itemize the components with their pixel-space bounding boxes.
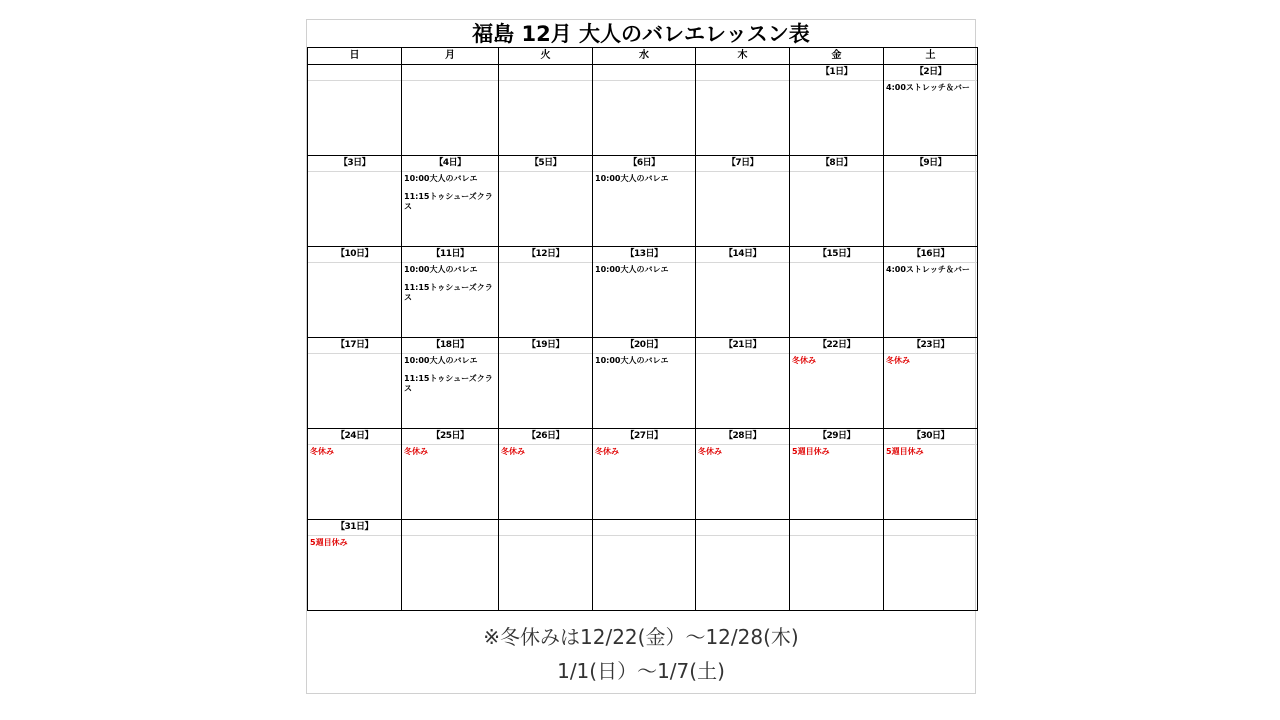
lesson-list	[593, 354, 695, 366]
holiday-label: 冬休み	[501, 447, 525, 456]
day-cell	[884, 520, 978, 611]
lesson-list	[696, 172, 789, 174]
weekday-header-row	[308, 48, 978, 65]
lesson-list	[884, 536, 977, 538]
calendar-body	[308, 65, 978, 611]
holiday-label: 冬休み	[310, 447, 334, 456]
day-number: 【23日】	[884, 338, 977, 354]
day-number: 【26日】	[499, 429, 592, 445]
day-number: 【15日】	[790, 247, 883, 263]
day-cell	[402, 65, 499, 156]
lesson-list	[696, 536, 789, 538]
lesson-entry: 11:15トゥシューズクラス	[404, 283, 493, 302]
day-number: 【28日】	[696, 429, 789, 445]
lesson-list	[593, 81, 695, 83]
lesson-list	[790, 536, 883, 538]
day-number	[696, 65, 789, 81]
holiday-note	[307, 620, 975, 688]
day-cell	[696, 156, 790, 247]
day-number: 【10日】	[308, 247, 401, 263]
day-cell	[696, 338, 790, 429]
day-cell	[790, 338, 884, 429]
day-number: 【13日】	[593, 247, 695, 263]
lesson-list	[308, 172, 401, 174]
lesson-list	[499, 536, 592, 538]
lesson-list	[499, 445, 592, 457]
day-number: 【21日】	[696, 338, 789, 354]
day-cell	[593, 429, 696, 520]
lesson-list	[499, 81, 592, 83]
weekday-tue: 火	[499, 48, 593, 65]
lesson-list	[308, 536, 401, 548]
day-number: 【2日】	[884, 65, 977, 81]
lesson-list	[593, 536, 695, 538]
day-number: 【12日】	[499, 247, 592, 263]
lesson-list	[402, 263, 498, 303]
day-number	[790, 520, 883, 536]
week-row	[308, 429, 978, 520]
lesson-entry: 10:00大人のバレエ	[595, 265, 669, 274]
week-row	[308, 338, 978, 429]
lesson-list	[790, 172, 883, 174]
day-cell	[593, 338, 696, 429]
day-number: 【31日】	[308, 520, 401, 536]
holiday-label: 5週目休み	[792, 447, 830, 456]
week-row	[308, 247, 978, 338]
calendar-grid	[307, 47, 978, 611]
day-number: 【4日】	[402, 156, 498, 172]
holiday-label: 冬休み	[404, 447, 428, 456]
calendar-sheet	[306, 19, 976, 694]
lesson-entry: 10:00大人のバレエ	[595, 356, 669, 365]
day-number	[402, 65, 498, 81]
day-number	[308, 65, 401, 81]
lesson-list	[499, 354, 592, 356]
day-cell	[884, 65, 978, 156]
lesson-list	[884, 354, 977, 366]
day-number: 【24日】	[308, 429, 401, 445]
day-cell	[790, 520, 884, 611]
lesson-list	[402, 536, 498, 538]
weekday-thu: 木	[696, 48, 790, 65]
day-cell	[790, 429, 884, 520]
day-number: 【11日】	[402, 247, 498, 263]
lesson-list	[884, 172, 977, 174]
day-cell	[308, 247, 402, 338]
day-number	[593, 520, 695, 536]
day-cell	[696, 520, 790, 611]
lesson-list	[790, 263, 883, 265]
day-number: 【14日】	[696, 247, 789, 263]
day-cell	[308, 429, 402, 520]
day-cell	[499, 429, 593, 520]
day-number	[884, 520, 977, 536]
day-number	[499, 520, 592, 536]
weekday-sun: 日	[308, 48, 402, 65]
lesson-entry: 10:00大人のバレエ	[404, 265, 478, 274]
holiday-note-line-1: ※冬休みは12/22(金）～12/28(木)	[483, 625, 799, 649]
day-cell	[308, 65, 402, 156]
day-cell	[884, 338, 978, 429]
day-number: 【22日】	[790, 338, 883, 354]
day-number: 【25日】	[402, 429, 498, 445]
lesson-list	[402, 81, 498, 83]
day-cell	[696, 65, 790, 156]
lesson-list	[790, 81, 883, 83]
weekday-fri: 金	[790, 48, 884, 65]
day-cell	[790, 156, 884, 247]
lesson-list	[884, 445, 977, 457]
lesson-list	[593, 445, 695, 457]
day-number: 【20日】	[593, 338, 695, 354]
day-number	[499, 65, 592, 81]
day-cell	[402, 520, 499, 611]
lesson-list	[884, 263, 977, 275]
holiday-label: 冬休み	[698, 447, 722, 456]
lesson-list	[884, 81, 977, 93]
lesson-list	[790, 354, 883, 366]
day-number: 【1日】	[790, 65, 883, 81]
day-cell	[402, 429, 499, 520]
day-cell	[308, 338, 402, 429]
day-cell	[593, 65, 696, 156]
day-cell	[499, 156, 593, 247]
day-cell	[696, 247, 790, 338]
day-number: 【29日】	[790, 429, 883, 445]
lesson-list	[308, 445, 401, 457]
lesson-list	[402, 445, 498, 457]
holiday-note-line-2: 1/1(日）～1/7(土)	[557, 659, 725, 683]
lesson-entry: 4:00ストレッチ＆バー	[886, 265, 970, 274]
day-cell	[402, 156, 499, 247]
lesson-list	[308, 354, 401, 356]
lesson-list	[790, 445, 883, 457]
holiday-label: 冬休み	[886, 356, 910, 365]
lesson-list	[402, 354, 498, 394]
weekday-mon: 月	[402, 48, 499, 65]
day-cell	[499, 520, 593, 611]
day-number: 【8日】	[790, 156, 883, 172]
lesson-list	[593, 172, 695, 184]
day-number: 【17日】	[308, 338, 401, 354]
day-cell	[696, 429, 790, 520]
day-cell	[593, 156, 696, 247]
day-cell	[884, 247, 978, 338]
day-cell	[308, 520, 402, 611]
day-cell	[402, 338, 499, 429]
holiday-label: 5週目休み	[886, 447, 924, 456]
lesson-entry: 4:00ストレッチ＆バー	[886, 83, 970, 92]
lesson-list	[499, 172, 592, 174]
week-row	[308, 65, 978, 156]
lesson-list	[308, 81, 401, 83]
holiday-label: 冬休み	[792, 356, 816, 365]
day-number: 【30日】	[884, 429, 977, 445]
day-number: 【5日】	[499, 156, 592, 172]
day-cell	[499, 247, 593, 338]
day-cell	[790, 65, 884, 156]
lesson-list	[308, 263, 401, 265]
day-cell	[884, 429, 978, 520]
week-row	[308, 156, 978, 247]
lesson-entry: 11:15トゥシューズクラス	[404, 374, 493, 393]
day-cell	[308, 156, 402, 247]
lesson-list	[696, 263, 789, 265]
day-number	[696, 520, 789, 536]
day-number: 【9日】	[884, 156, 977, 172]
day-number: 【27日】	[593, 429, 695, 445]
lesson-list	[696, 445, 789, 457]
day-cell	[790, 247, 884, 338]
day-number: 【3日】	[308, 156, 401, 172]
lesson-list	[696, 354, 789, 356]
day-number	[593, 65, 695, 81]
day-cell	[593, 247, 696, 338]
lesson-list	[402, 172, 498, 212]
lesson-list	[593, 263, 695, 275]
day-cell	[499, 65, 593, 156]
lesson-entry: 10:00大人のバレエ	[404, 356, 478, 365]
day-cell	[593, 520, 696, 611]
calendar-title: 福島 12月 大人のバレエレッスン表	[472, 22, 810, 46]
lesson-entry: 11:15トゥシューズクラス	[404, 192, 493, 211]
holiday-label: 冬休み	[595, 447, 619, 456]
day-number: 【18日】	[402, 338, 498, 354]
day-cell	[884, 156, 978, 247]
week-row	[308, 520, 978, 611]
day-cell	[499, 338, 593, 429]
day-number: 【16日】	[884, 247, 977, 263]
weekday-wed: 水	[593, 48, 696, 65]
day-number: 【7日】	[696, 156, 789, 172]
day-number	[402, 520, 498, 536]
day-number: 【19日】	[499, 338, 592, 354]
lesson-entry: 10:00大人のバレエ	[595, 174, 669, 183]
day-number: 【6日】	[593, 156, 695, 172]
lesson-entry: 10:00大人のバレエ	[404, 174, 478, 183]
holiday-label: 5週目休み	[310, 538, 348, 547]
day-cell	[402, 247, 499, 338]
lesson-list	[696, 81, 789, 83]
weekday-sat: 土	[884, 48, 978, 65]
lesson-list	[499, 263, 592, 265]
